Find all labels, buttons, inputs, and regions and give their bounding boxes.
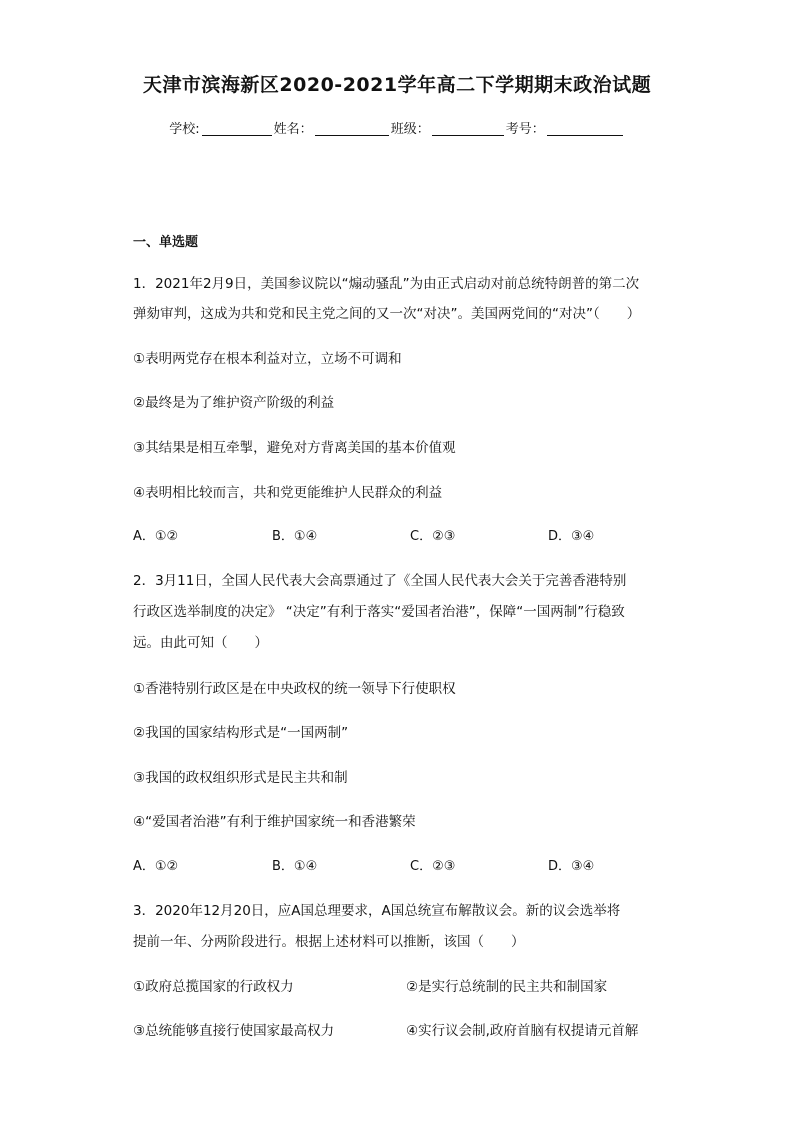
question-1-stem-line-1: 1．2021年2月9日，美国参议院以“煽动骚乱”为由正式启动对前总统特朗普的第二次 xyxy=(133,276,640,292)
section-heading: 一、单选题 xyxy=(133,235,199,250)
option-b[interactable]: B．①④ xyxy=(272,529,318,544)
number-label: 考号： xyxy=(505,122,545,137)
option-a[interactable]: A．①② xyxy=(133,859,179,874)
school-label: 学校: xyxy=(169,122,200,137)
question-1-stem-line-2: 弹劾审判，这成为共和党和民主党之间的又一次“对决”。美国两党间的“对决”（ ） xyxy=(133,306,641,322)
name-label: 姓名： xyxy=(273,122,313,137)
question-2-stem-line-2: 行政区选举制度的决定》 “决定”有利于落实“爱国者治港”，保障“一国两制”行稳致 xyxy=(133,604,625,620)
option-a[interactable]: A．①② xyxy=(133,529,179,544)
question-3-statement-4: ④实行议会制,政府首脑有权提请元首解 xyxy=(406,1023,639,1039)
question-2-statement-2: ②我国的国家结构形式是“一国两制” xyxy=(133,725,349,741)
question-3-statement-3: ③总统能够直接行使国家最高权力 xyxy=(133,1023,335,1039)
option-c[interactable]: C．②③ xyxy=(410,859,456,874)
name-blank[interactable] xyxy=(315,121,389,136)
class-blank[interactable] xyxy=(432,121,504,136)
question-3-stem-line-2: 提前一年、分两阶段进行。根据上述材料可以推断，该国（ ） xyxy=(133,934,525,950)
question-2-statement-4: ④“爱国者治港”有利于维护国家统一和香港繁荣 xyxy=(133,814,416,830)
student-info-line xyxy=(0,118,794,137)
school-blank[interactable] xyxy=(202,121,272,136)
question-2-stem-line-1: 2．3月11日，全国人民代表大会高票通过了《全国人民代表大会关于完善香港特别 xyxy=(133,573,627,589)
question-1-statement-2: ②最终是为了维护资产阶级的利益 xyxy=(133,395,335,411)
question-1-statement-4: ④表明相比较而言，共和党更能维护人民群众的利益 xyxy=(133,485,443,501)
question-2-statement-3: ③我国的政权组织形式是民主共和制 xyxy=(133,770,348,786)
question-3-statement-1: ①政府总揽国家的行政权力 xyxy=(133,979,294,995)
option-b[interactable]: B．①④ xyxy=(272,859,318,874)
option-c[interactable]: C．②③ xyxy=(410,529,456,544)
class-label: 班级： xyxy=(390,122,430,137)
question-2-stem-line-3: 远。由此可知（ ） xyxy=(133,635,268,651)
question-3-statement-2: ②是实行总统制的民主共和制国家 xyxy=(406,979,608,995)
question-3-stem-line-1: 3．2020年12月20日，应A国总理要求，A国总统宣布解散议会。新的议会选举将 xyxy=(133,903,621,919)
exam-title: 天津市滨海新区2020-2021学年高二下学期期末政治试题 xyxy=(142,74,652,96)
question-2-statement-1: ①香港特别行政区是在中央政权的统一领导下行使职权 xyxy=(133,681,456,697)
option-d[interactable]: D．③④ xyxy=(548,859,595,874)
option-d[interactable]: D．③④ xyxy=(548,529,595,544)
question-1-statement-1: ①表明两党存在根本利益对立，立场不可调和 xyxy=(133,351,402,367)
number-blank[interactable] xyxy=(547,121,623,136)
question-1-statement-3: ③其结果是相互牵掣，避免对方背离美国的基本价值观 xyxy=(133,440,456,456)
